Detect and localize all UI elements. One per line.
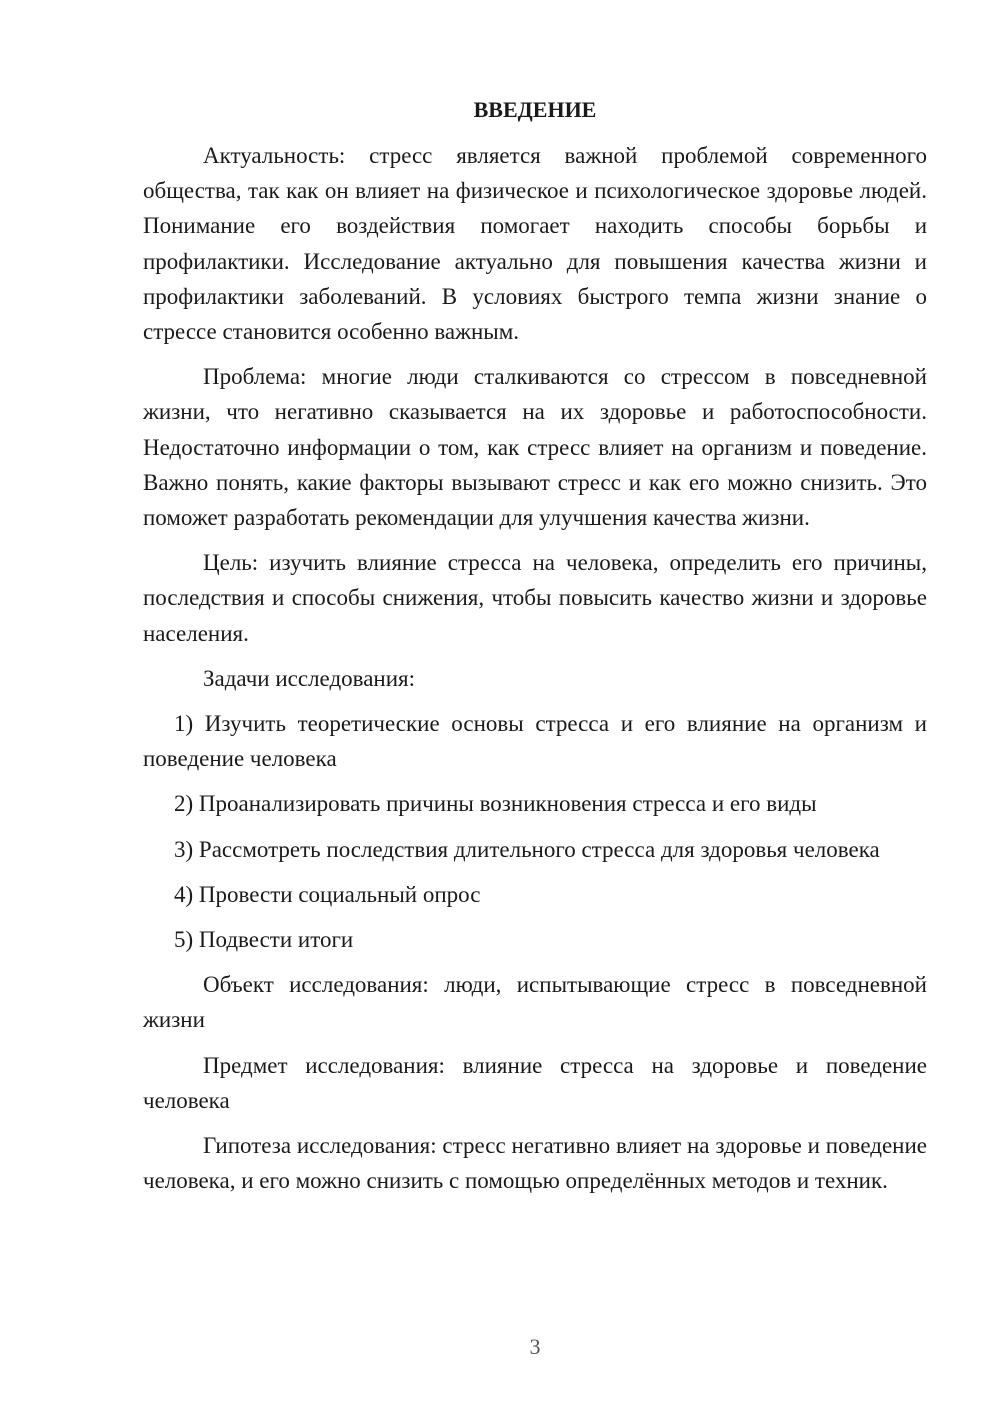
task-item-5: 5) Подвести итоги (174, 927, 354, 953)
paragraph-problem: Проблема: многие люди сталкиваются со стрессом в повседневной жизни, что негативно сказывается на их здоровье и работоспособности. Недостаточно информации о том, как стресс влияет на организм и поведение. Важно понять, какие факторы вызывают стресс и как его можно снизить. Это поможет разработать рекомендации для улучшения качества жизни. (143, 364, 927, 531)
page-number: 3 (529, 1334, 541, 1359)
paragraph-goal: Цель: изучить влияние стресса на человека, определить его причины, последствия и способы снижения, чтобы повысить качество жизни и здоровье населения. (143, 550, 927, 646)
task-item-4: 4) Провести социальный опрос (174, 881, 481, 907)
task-item-1: 1) Изучить теоретические основы стресса и его влияние на организм и поведение человека (143, 711, 927, 772)
task-item-3: 3) Рассмотреть последствия длительного стресса для здоровья человека (174, 836, 880, 862)
paragraph-relevance: Актуальность: стресс является важной проблемой современного общества, так как он влияет на физическое и психологическое здоровье людей. Понимание его воздействия помогает находить способы борьбы и профилактики. Исследование актуально для повышения качества жизни и профилактики заболеваний. В условиях быстрого темпа жизни знание о стрессе становится особенно важным. (143, 143, 927, 345)
paragraph-subject: Предмет исследования: влияние стресса на здоровье и поведение человека (143, 1052, 927, 1113)
page-content (143, 90, 927, 1198)
paragraph-object: Объект исследования: люди, испытывающие стресс в повседневной жизни (143, 972, 927, 1033)
paragraph-hypothesis: Гипотеза исследования: стресс негативно влияет на здоровье и поведение человека, и его можно снизить с помощью определённых методов и техник. (143, 1133, 927, 1194)
tasks-heading: Задачи исследования: (203, 665, 416, 691)
task-item-2: 2) Проанализировать причины возникновения стресса и его виды (174, 791, 817, 817)
section-title: ВВЕДЕНИЕ (473, 97, 597, 122)
